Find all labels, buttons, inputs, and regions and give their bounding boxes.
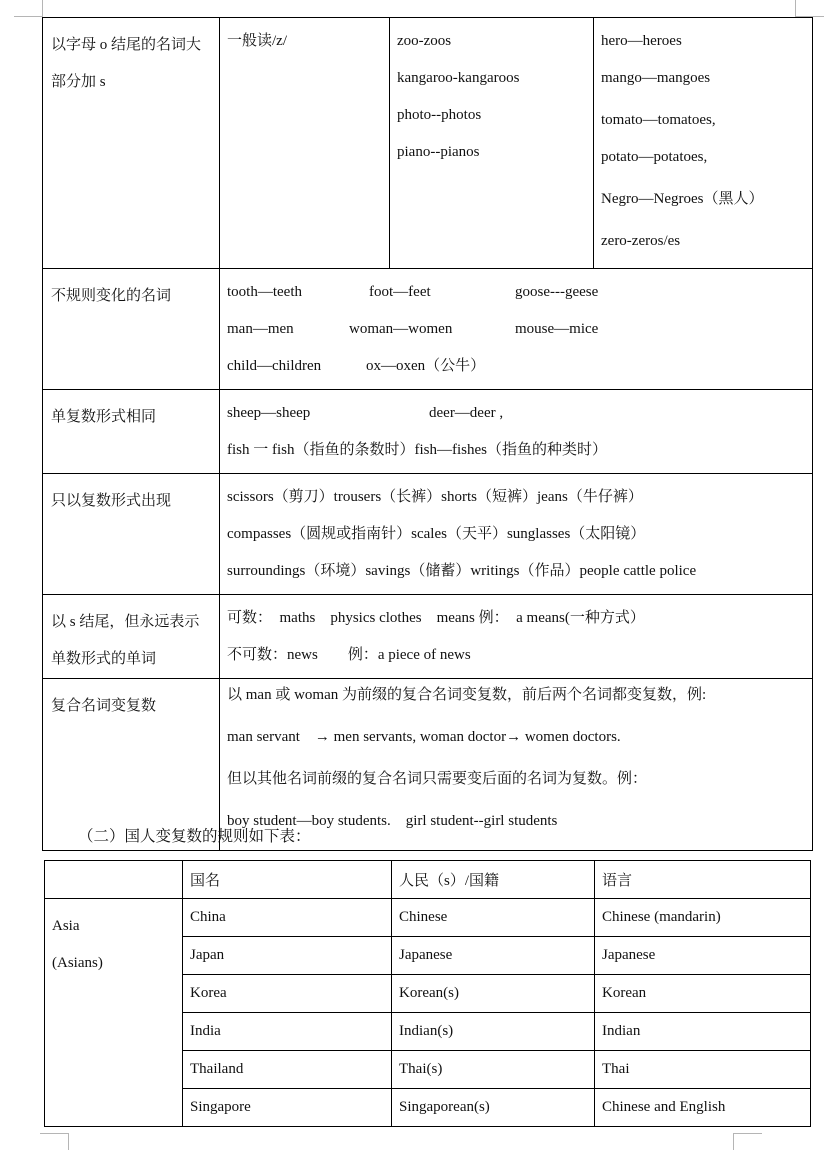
category-s-ending: 以 s 结尾，但永远表示单数形式的单词 — [43, 595, 220, 679]
list-item: kangaroo-kangaroos — [397, 70, 520, 86]
region-cell — [45, 899, 183, 1127]
list-item: photo--photos — [397, 107, 482, 123]
irregular-examples — [220, 269, 813, 390]
country-cell: Singapore — [183, 1089, 392, 1127]
table-row-s-ending — [43, 595, 813, 679]
list-item: zero-zeros/es — [601, 233, 681, 249]
pronunciation-text: 一般读/z/ — [227, 33, 287, 49]
header-cell-blank — [45, 861, 183, 899]
example-word: deer—deer , — [429, 405, 504, 421]
table-header-row — [45, 861, 811, 899]
same-form-line-1 — [227, 399, 805, 436]
example-word: ox—oxen（公牛） — [366, 358, 486, 374]
list-item: boy student—boy students. girl student--girl students — [227, 813, 558, 829]
page-corner-mark-top-right — [795, 0, 824, 17]
example-word: tooth—teeth — [227, 284, 302, 300]
country-cell: India — [183, 1013, 392, 1051]
page-corner-mark-bottom-left — [40, 1133, 69, 1150]
people-cell: Singaporean(s) — [392, 1089, 595, 1127]
people-cell: Korean(s) — [392, 975, 595, 1013]
table-row — [45, 899, 811, 937]
language-cell: Chinese (mandarin) — [595, 899, 811, 937]
add-es-examples — [594, 18, 813, 269]
language-cell: Chinese and English — [595, 1089, 811, 1127]
list-item: zoo-zoos — [397, 33, 452, 49]
category-o-ending: 以字母 o 结尾的名词大部分加 s — [43, 18, 220, 269]
list-item: Negro—Negroes（黑人） — [601, 191, 764, 207]
header-cell-country: 国名 — [183, 861, 392, 899]
list-item: piano--pianos — [397, 144, 480, 160]
country-cell: China — [183, 899, 392, 937]
people-cell: Indian(s) — [392, 1013, 595, 1051]
category-same-form: 单复数形式相同 — [43, 390, 220, 474]
example-word: goose---geese — [515, 284, 599, 300]
people-cell: Thai(s) — [392, 1051, 595, 1089]
header-cell-people: 人民（s）/国籍 — [392, 861, 595, 899]
example-word: sheep—sheep — [227, 405, 311, 421]
region-name: Asia — [52, 918, 80, 934]
section-heading: （二）国人变复数的规则如下表： — [78, 828, 311, 845]
country-cell: Korea — [183, 975, 392, 1013]
people-cell: Chinese — [392, 899, 595, 937]
category-irregular: 不规则变化的名词 — [43, 269, 220, 390]
uncountable-line: 不可数：news 例：a piece of news — [227, 647, 471, 663]
table-row-plural-only — [43, 474, 813, 595]
pronunciation-note — [220, 18, 390, 269]
table-row-same-form — [43, 390, 813, 474]
add-s-examples — [390, 18, 594, 269]
page-corner-mark-top-left — [14, 0, 43, 17]
list-item: surroundings（环境）savings（储蓄）writings（作品）people cattle police — [227, 563, 697, 579]
list-item: scissors（剪刀）trousers（长裤）shorts（短裤）jeans（牛仔裤） — [227, 489, 643, 505]
category-plural-only: 只以复数形式出现 — [43, 474, 220, 595]
language-cell: Japanese — [595, 937, 811, 975]
irregular-line-3 — [227, 352, 805, 389]
example-word: woman—women — [349, 321, 453, 337]
plural-rules-table — [42, 17, 813, 851]
list-item: 但以其他名词前缀的复合名词只需要变后面的名词为复数。例： — [227, 771, 648, 787]
irregular-line-2 — [227, 315, 805, 352]
list-item: man servant → men servants, woman doctor→ women doctors. — [227, 729, 621, 745]
nationality-table — [44, 860, 811, 1127]
example-word: mouse—mice — [515, 321, 599, 337]
country-cell: Thailand — [183, 1051, 392, 1089]
page-corner-mark-bottom-right — [733, 1133, 762, 1150]
language-cell: Indian — [595, 1013, 811, 1051]
example-word: child—children — [227, 358, 322, 374]
countable-line: 可数： maths physics clothes means 例： a means(一种方式） — [227, 610, 645, 626]
header-cell-language: 语言 — [595, 861, 811, 899]
category-compound: 复合名词变复数 — [43, 679, 220, 851]
region-people: (Asians) — [52, 955, 103, 971]
s-ending-examples — [220, 595, 813, 679]
example-word: foot—feet — [369, 284, 431, 300]
list-item: tomato—tomatoes, — [601, 112, 716, 128]
example-word: man—men — [227, 321, 294, 337]
same-form-line-2: fish 一 fish（指鱼的条数时）fish—fishes（指鱼的种类时） — [227, 442, 607, 458]
people-cell: Japanese — [392, 937, 595, 975]
table-row-irregular — [43, 269, 813, 390]
list-item: 以 man 或 woman 为前缀的复合名词变复数，前后两个名词都变复数，例: — [227, 687, 707, 703]
language-cell: Thai — [595, 1051, 811, 1089]
list-item: mango—mangoes — [601, 70, 711, 86]
same-form-examples — [220, 390, 813, 474]
language-cell: Korean — [595, 975, 811, 1013]
table-row-o-ending — [43, 18, 813, 269]
irregular-line-1 — [227, 278, 805, 315]
list-item: hero—heroes — [601, 33, 682, 49]
list-item: compasses（圆规或指南针）scales（天平）sunglasses（太阳镜） — [227, 526, 646, 542]
plural-only-examples — [220, 474, 813, 595]
list-item: potato—potatoes, — [601, 149, 708, 165]
country-cell: Japan — [183, 937, 392, 975]
